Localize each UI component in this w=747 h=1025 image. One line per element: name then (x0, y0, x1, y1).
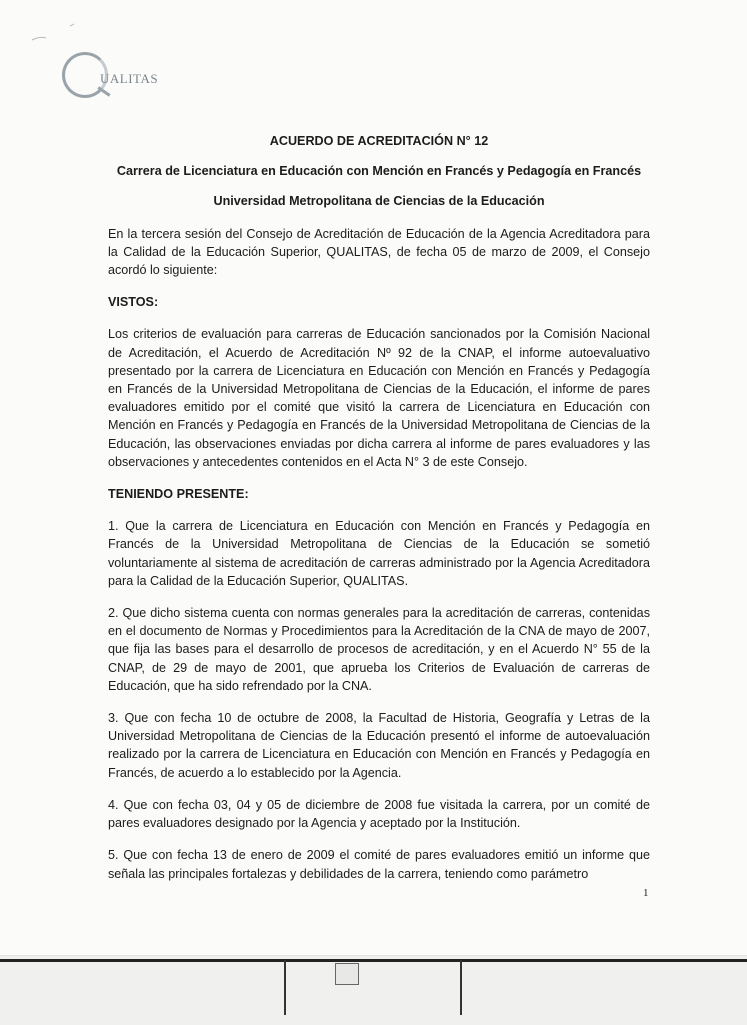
numbered-item: 4. Que con fecha 03, 04 y 05 de diciembre de 2008 fue visitada la carrera, por un comité de pares evaluadores designado por la Agencia y aceptado por la Institución. (108, 797, 650, 831)
binder-clip-detail (335, 963, 359, 985)
logo-text: UALITAS (100, 71, 159, 86)
page-number: 1 (643, 887, 649, 899)
numbered-item: 5. Que con fecha 13 de enero de 2009 el comité de pares evaluadores emitió un informe que señala las principales fortalezas y debilidades de la carrera, teniendo como parámetro (108, 848, 650, 881)
program-name: Carrera de Licenciatura en Educación con Mención en Francés y Pedagogía en Francés (116, 164, 642, 179)
university-name: Universidad Metropolitana de Ciencias de la Educación (213, 194, 545, 209)
binder-clip-mark (284, 960, 462, 1015)
qualitas-logo (62, 52, 212, 102)
vistos-paragraph: Los criterios de evaluación para carreras de Educación sancionados por la Comisión Nacional de Acreditación, el Acuerdo de Acreditación Nº 92 de la CNAP, el informe autoevaluativo presentado por la carrera de Licenciatura en Educación con Mención en Francés y Pedagogía en Francés de la Universidad Metropolitana de Ciencias de la Educación, el informe de pares evaluadores emitido por el comité que visitó la carrera de Licenciatura en Educación con Mención en Francés y Pedagogía en Francés de la Universidad Metropolitana de Ciencias de la Educación, las observaciones enviadas por dicha carrera al informe de pares evaluadores y las observaciones y antecedentes contenidos en el Acta N° 3 de este Consejo. (108, 327, 650, 469)
numbered-item: 3. Que con fecha 10 de octubre de 2008, la Facultad de Historia, Geografía y Letras de la Universidad Metropolitana de Ciencias de la Educación presentó el informe de autoevaluación realizado por la carrera de Licenciatura en Educación con Mención en Francés y Pedagogía en Francés, de acuerdo a lo establecido por la Agencia. (108, 711, 650, 780)
intro-paragraph: En la tercera sesión del Consejo de Acreditación de Educación de la Agencia Acreditadora para la Calidad de la Educación Superior, QUALITAS, de fecha 05 de marzo de 2009, el Consejo acordó lo siguiente: (108, 226, 650, 278)
numbered-item: 2. Que dicho sistema cuenta con normas generales para la acreditación de carreras, contenidas en el documento de Normas y Procedimientos para la Acreditación de la CNA de mayo de 2007, que fija las bases para el desarrollo de procesos de acreditación, y en el Acuerdo N° 55 de la CNAP, de 29 de mayo de 2001, que aprueba los Criterios de Evaluación de carreras de Educación, que ha sido refrendado por la CNA. (108, 606, 650, 693)
numbered-item: 1. Que la carrera de Licenciatura en Educación con Mención en Francés y Pedagogía en Francés de la Universidad Metropolitana de Ciencias de la Educación se sometió voluntariamente al sistema de acreditación de carreras administrado por la Agencia Acreditadora para la Calidad de la Educación Superior, QUALITAS. (108, 519, 650, 588)
scan-artifact (30, 22, 80, 44)
teniendo-presente-heading: TENIENDO PRESENTE: (108, 487, 249, 502)
vistos-heading: VISTOS: (108, 295, 159, 310)
document-title: ACUERDO DE ACREDITACIÓN N° 12 (269, 134, 489, 148)
document-body (108, 132, 650, 897)
